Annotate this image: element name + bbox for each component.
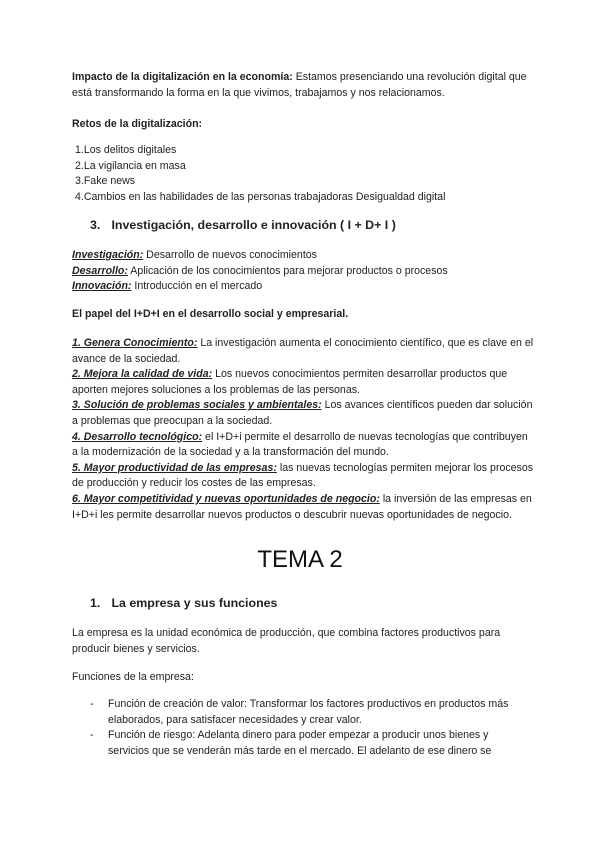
papel-item (72, 336, 534, 367)
retos-heading: Retos de la digitalización: (72, 118, 203, 130)
funciones-heading: Funciones de la empresa: (72, 671, 194, 683)
papel-list (72, 336, 534, 523)
definitions-block (72, 248, 534, 295)
funcion-text: Función de riesgo: Adelanta dinero para poder empezar a producir unos bienes y servicios que se venderán más tarde en el mercado. El adelanto de ese dinero se (108, 729, 492, 757)
section-3-title: Investigación, desarrollo e innovación ( I + D+ I ) (111, 218, 396, 232)
definition-text: Desarrollo de nuevos conocimientos (143, 249, 317, 261)
dash-bullet: - (90, 698, 94, 710)
section-3-heading (90, 218, 396, 234)
funciones-list (90, 697, 530, 759)
papel-text: el I+D+i permite el desarrollo de nuevas tecnologías que contribuyen a la modernización de la sociedad y a la transformación del mundo. (72, 430, 528, 459)
definition-term: Investigación: (72, 249, 144, 261)
papel-text: la inversión de las empresas en I+D+i les permite desarrollar nuevos productos o descubrir nuevas oportunidades de negocio. (72, 492, 532, 521)
intro-text: Estamos presenciando una revolución digital que está transformando la forma en la que vivimos, trabajamos y nos relacionamos. (72, 71, 527, 99)
section-3-number: 3. (90, 218, 101, 232)
empresa-definition: La empresa es la unidad económica de producción, que combina factores productivos para producir bienes y servicios. (72, 627, 501, 655)
papel-text: Los nuevos conocimientos permiten desarrollar productos que aporten mejores soluciones a los problemas de las personas. (72, 368, 508, 396)
list-item: 3.Fake news (75, 175, 136, 188)
papel-item (72, 367, 534, 398)
papel-term: 3. Solución de problemas sociales y ambientales: (72, 399, 322, 412)
papel-item (72, 492, 534, 523)
list-item: 2.La vigilancia en masa (75, 159, 186, 172)
papel-term: 2. Mejora la calidad de vida: (72, 368, 213, 381)
list-item (90, 728, 530, 759)
papel-heading: El papel del I+D+I en el desarrollo social y empresarial. (72, 308, 349, 320)
papel-term: 4. Desarrollo tecnológico: (72, 430, 203, 443)
papel-item (72, 461, 534, 492)
papel-text: Los avances científicos pueden dar solución a problemas que preocupan a la sociedad. (72, 399, 533, 427)
papel-item (72, 398, 534, 429)
retos-list (75, 143, 537, 205)
definition-term: Desarrollo: (72, 264, 128, 277)
papel-text: las nuevas tecnologías permiten mejorar los procesos de producción y reducir los costes de las empresas. (72, 461, 534, 490)
definition-text: Aplicación de los conocimientos para mejorar productos o procesos (127, 264, 448, 277)
list-item: 4.Cambios en las habilidades de las personas trabajadoras Desigualdad digital (75, 190, 446, 203)
papel-item (72, 430, 534, 461)
papel-term: 5. Mayor productividad de las empresas: (72, 461, 277, 474)
dash-bullet: - (90, 729, 94, 742)
papel-term: 1. Genera Conocimiento: (72, 337, 198, 349)
section-1-heading (90, 596, 277, 612)
tema-title: TEMA 2 (257, 546, 343, 573)
intro-label: Impacto de la digitalización en la economía: (72, 71, 293, 83)
funcion-text: Función de creación de valor: Transformar los factores productivos en productos más elaborados, para satisfacer necesidades y crear valor. (108, 698, 509, 726)
intro-paragraph (72, 70, 534, 101)
definition-row (72, 279, 534, 295)
section-1-number: 1. (90, 596, 101, 610)
list-item (90, 697, 530, 728)
papel-text: La investigación aumenta el conocimiento científico, que es clave en el avance de la sociedad. (72, 337, 534, 365)
definition-text: Introducción en el mercado (131, 280, 263, 293)
list-item: 1.Los delitos digitales (75, 144, 177, 156)
section-1-title: La empresa y sus funciones (111, 596, 278, 610)
definition-term: Innovación: (72, 280, 132, 293)
definition-row (72, 248, 534, 264)
papel-term: 6. Mayor competitividad y nuevas oportunidades de negocio: (72, 492, 380, 505)
definition-row (72, 264, 534, 280)
